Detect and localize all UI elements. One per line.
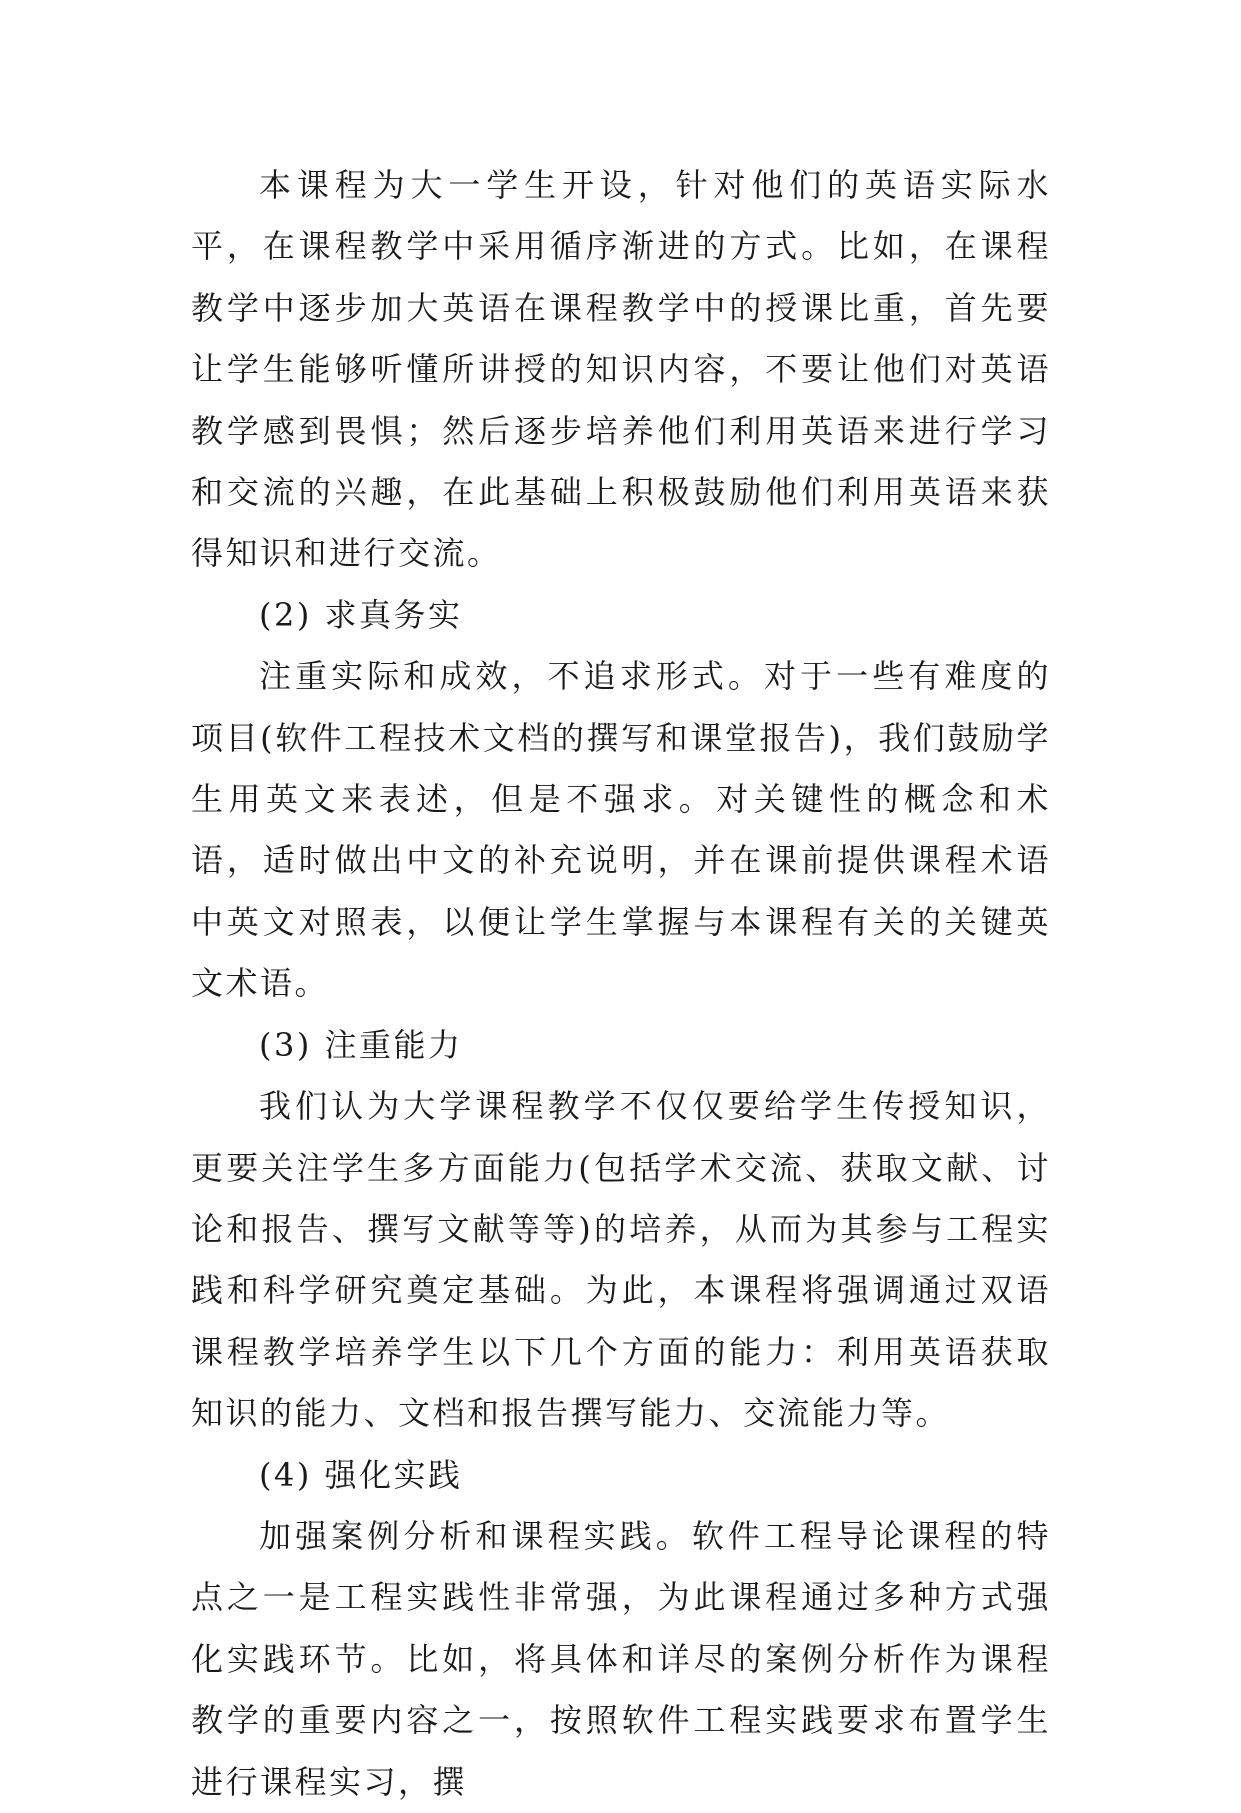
- section-heading-practice: (4) 强化实践: [259, 1455, 463, 1494]
- paragraph-ability: 我们认为大学课程教学不仅仅要给学生传授知识，更要关注学生多方面能力(包括学术交流、获取文献、讨论和报告、撰写文献等等)的培养，从而为其参与工程实践和科学研究奠定基础。为此，本课程将强调通过双语课程教学培养学生以下几个方面的能力：利用英语获取知识的能力、文档和报告撰写能力、交流能力等。: [191, 1087, 1051, 1433]
- paragraph-seek-truth: 注重实际和成效，不追求形式。对于一些有难度的项目(软件工程技术文档的撰写和课堂报告)，我们鼓励学生用英文来表述，但是不强求。对关键性的概念和术语，适时做出中文的补充说明，并在课前提供课程术语中英文对照表，以便让学生掌握与本课程有关的关键英文术语。: [191, 657, 1051, 1003]
- paragraph-gradual-approach: 本课程为大一学生开设，针对他们的英语实际水平，在课程教学中采用循序渐进的方式。比如，在课程教学中逐步加大英语在课程教学中的授课比重，首先要让学生能够听懂所讲授的知识内容，不要让他们对英语教学感到畏惧；然后逐步培养他们利用英语来进行学习和交流的兴趣，在此基础上积极鼓励他们利用英语来获得知识和进行交流。: [191, 166, 1051, 573]
- document-body: [191, 155, 1051, 1813]
- section-heading-seek-truth: (2) 求真务实: [259, 595, 463, 634]
- paragraph-practice: 加强案例分析和课程实践。软件工程导论课程的特点之一是工程实践性非常强，为此课程通过多种方式强化实践环节。比如，将具体和详尽的案例分析作为课程教学的重要内容之一，按照软件工程实践要求布置学生进行课程实习，撰: [191, 1516, 1051, 1801]
- section-heading-ability: (3) 注重能力: [259, 1025, 463, 1064]
